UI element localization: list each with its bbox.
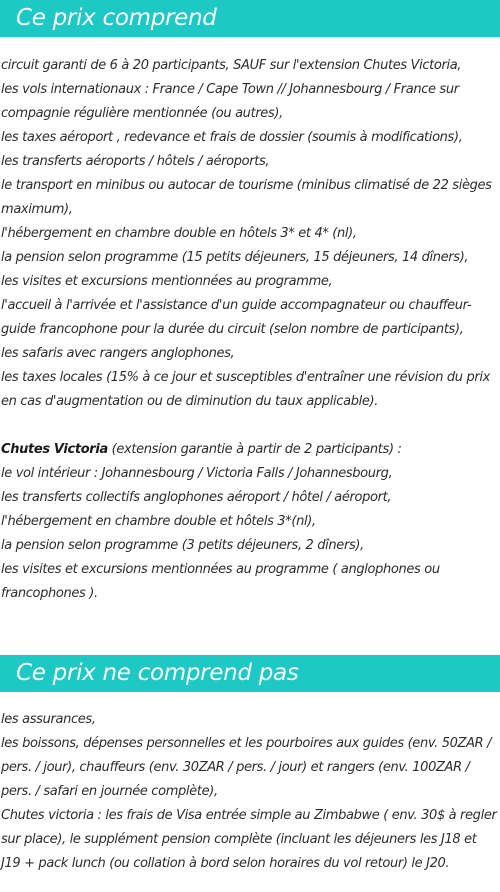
list-item: la pension selon programme (15 petits déjeuners, 15 déjeuners, 14 dîners), — [1, 250, 469, 265]
list-item: en cas d'augmentation ou de diminution du taux applicable). — [1, 394, 379, 409]
list-item: les assurances, — [1, 712, 96, 727]
list-item: les boissons, dépenses personnelles et les pourboires aux guides (env. 50ZAR / — [1, 736, 492, 751]
not-included-list — [1, 708, 498, 876]
list-item: guide francophone pour la durée du circuit (selon nombre de participants), — [1, 322, 464, 337]
list-item: les visites et excursions mentionnées au programme, — [1, 274, 333, 289]
extension-heading — [1, 438, 498, 462]
included-list — [1, 54, 498, 414]
list-item: l'hébergement en chambre double et hôtels 3*(nl), — [1, 514, 316, 529]
section-banner-included — [0, 0, 500, 37]
list-item: maximum), — [1, 202, 73, 217]
list-item: les transferts aéroports / hôtels / aéroports, — [1, 154, 270, 169]
list-item: les vols internationaux : France / Cape Town // Johannesbourg / France sur — [1, 82, 459, 97]
list-item: les visites et excursions mentionnées au programme ( anglophones ou — [1, 562, 440, 577]
section-title-not-included: Ce prix ne comprend pas — [16, 660, 299, 686]
list-item: les taxes locales (15% à ce jour et susceptibles d'entraîner une révision du prix — [1, 370, 490, 385]
list-item: circuit garanti de 6 à 20 participants, SAUF sur l'extension Chutes Victoria, — [1, 58, 462, 73]
list-item: sur place), le supplément pension complète (incluant les déjeuners les J18 et — [1, 832, 477, 847]
list-item: les transferts collectifs anglophones aéroport / hôtel / aéroport, — [1, 490, 392, 505]
list-item: l'hébergement en chambre double en hôtels 3* et 4* (nl), — [1, 226, 357, 241]
section-banner-not-included — [0, 655, 500, 692]
list-item: J19 + pack lunch (ou collation à bord selon horaires du vol retour) le J20. — [1, 856, 450, 871]
list-item: le vol intérieur : Johannesbourg / Victoria Falls / Johannesbourg, — [1, 466, 393, 481]
list-item: pers. / safari en journée complète), — [1, 784, 218, 799]
list-item: pers. / jour), chauffeurs (env. 30ZAR / pers. / jour) et rangers (env. 100ZAR / — [1, 760, 470, 775]
extension-heading-name: Chutes Victoria — [1, 442, 108, 457]
extension-list — [1, 438, 498, 606]
list-item: le transport en minibus ou autocar de tourisme (minibus climatisé de 22 sièges — [1, 178, 492, 193]
extension-heading-suffix: (extension garantie à partir de 2 participants) : — [107, 442, 402, 457]
list-item: les taxes aéroport , redevance et frais de dossier (soumis à modifications), — [1, 130, 463, 145]
list-item: francophones ). — [1, 586, 98, 601]
section-title-included: Ce prix comprend — [16, 5, 217, 31]
list-item: Chutes victoria : les frais de Visa entrée simple au Zimbabwe ( env. 30$ à regler — [1, 808, 497, 823]
list-item: compagnie régulière mentionnée (ou autres), — [1, 106, 283, 121]
list-item: l'accueil à l'arrivée et l'assistance d'un guide accompagnateur ou chauffeur- — [1, 298, 472, 313]
list-item: la pension selon programme (3 petits déjeuners, 2 dîners), — [1, 538, 364, 553]
list-item: les safaris avec rangers anglophones, — [1, 346, 235, 361]
